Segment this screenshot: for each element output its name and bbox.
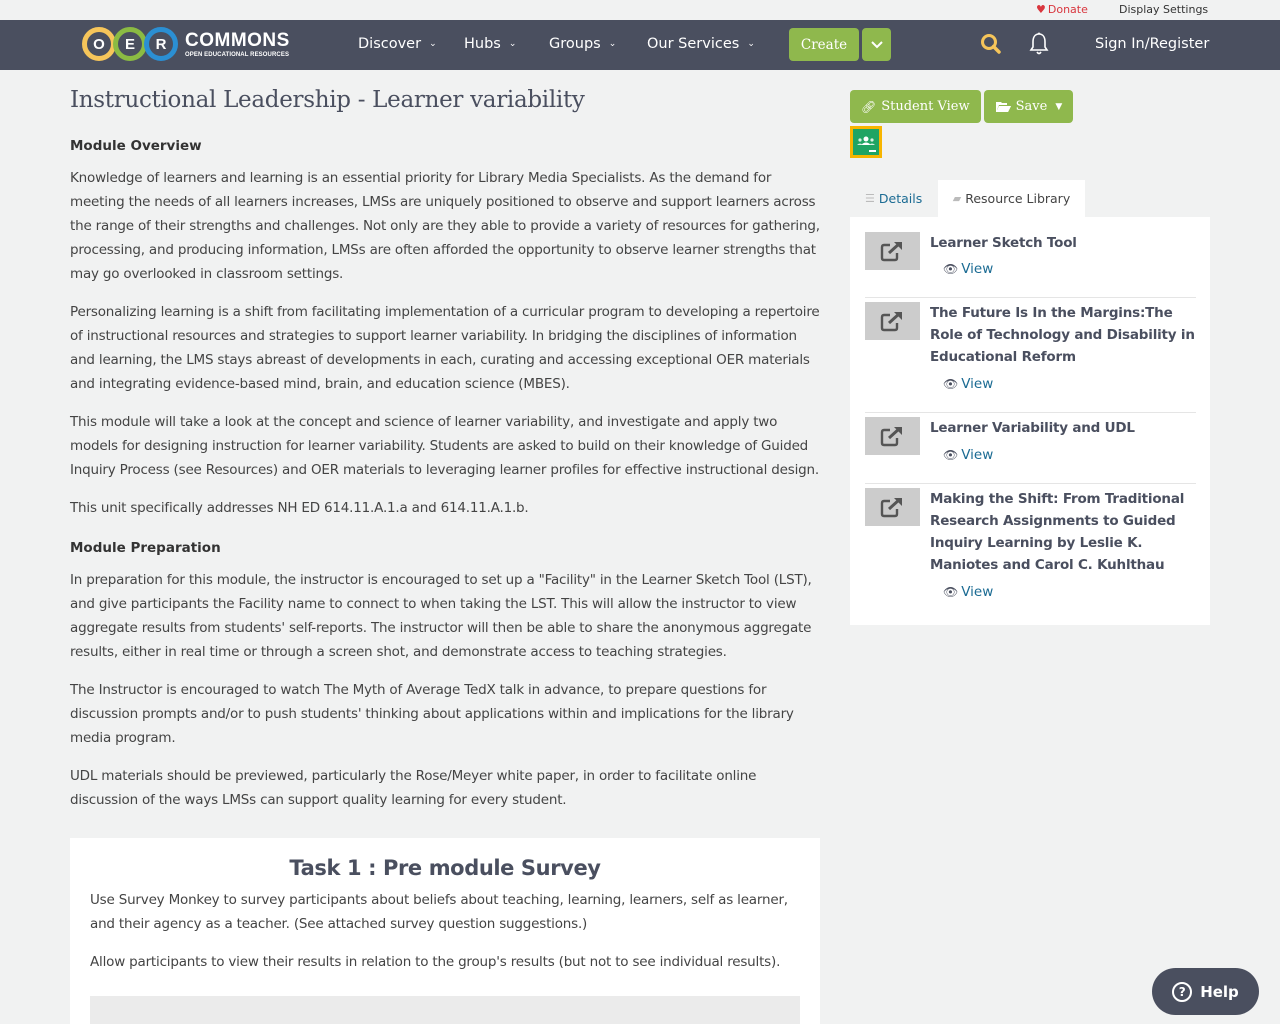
google-classroom-icon: [853, 129, 879, 155]
view-link[interactable]: [943, 376, 993, 392]
list-icon: ☰: [865, 192, 875, 205]
logo-tagline: OPEN EDUCATIONAL RESOURCES: [185, 51, 290, 58]
resource-tabs: [850, 180, 1210, 217]
overview-paragraph: Personalizing learning is a shift from facilitating implementation of a curricular program to developing a repertoire of instructional resources and strategies to support learner variability. In bridging the disciplines of information and learning, the LMS stays abreast of developments in each, curating and accessing exceptional OER materials and integrating evidence-based mind, brain, and education science (MBES).: [70, 304, 820, 392]
resource-item: [865, 488, 1196, 608]
view-link[interactable]: [943, 447, 993, 463]
caret-down-icon: ▼: [1055, 101, 1063, 112]
nav-discover-label: Discover: [358, 36, 422, 52]
create-button[interactable]: Create: [789, 28, 859, 61]
module-overview-heading: Module Overview: [70, 138, 202, 154]
external-link-thumbnail[interactable]: [865, 232, 920, 270]
overview-paragraph: This unit specifically addresses NH ED 614.11.A.1.a and 614.11.A.1.b.: [70, 500, 529, 516]
resource-actions: [850, 90, 1073, 123]
donate-label: Donate: [1047, 3, 1088, 16]
external-link-icon: [880, 425, 906, 447]
external-link-thumbnail[interactable]: [865, 302, 920, 340]
oer-commons-logo[interactable]: [82, 26, 290, 62]
book-icon: ▰: [952, 192, 962, 205]
question-circle-icon: ?: [1172, 982, 1192, 1002]
nav-hubs-label: Hubs: [464, 36, 501, 52]
help-button[interactable]: [1152, 968, 1259, 1015]
nav-groups[interactable]: [549, 36, 616, 52]
donate-link[interactable]: [1036, 3, 1088, 16]
external-link-icon: [880, 240, 906, 262]
task-note-box: [90, 996, 800, 1024]
view-label: View: [961, 261, 994, 277]
external-link-thumbnail[interactable]: [865, 488, 920, 526]
nav-hubs[interactable]: [464, 36, 516, 52]
view-link[interactable]: [943, 261, 993, 277]
view-label: View: [961, 447, 994, 463]
overview-paragraph: This module will take a look at the concept and science of learner variability, and investigate and apply two models for designing instruction for learner variability. Students are asked to build on their knowledge of Guided Inquiry Process (see Resources) and OER materials to leveraging learner profiles for effective instructional design.: [70, 414, 819, 478]
nav-our-services-label: Our Services: [647, 36, 740, 52]
module-preparation-heading: Module Preparation: [70, 540, 221, 556]
nav-discover[interactable]: [358, 36, 437, 52]
main-navbar: [0, 20, 1280, 70]
logo-e-ring: E: [113, 27, 147, 61]
nav-our-services[interactable]: [647, 36, 755, 52]
logo-commons-text: COMMONS: [185, 29, 290, 51]
logo-o-ring: O: [82, 27, 116, 61]
overview-paragraph: Knowledge of learners and learning is an essential priority for Library Media Specialists. As the demand for meeting the needs of all learners increases, LMSs are uniquely positioned to observe and support learners across the range of their strengths and challenges. Not only are they able to provide a variety of resources for gathering, processing, and producing information, LMSs are often afforded the opportunity to observe learner strengths that may go overlooked in classroom settings.: [70, 170, 820, 282]
display-settings-link[interactable]: Display Settings: [1119, 3, 1209, 16]
save-label: Save: [1015, 99, 1048, 114]
main-content: [70, 70, 820, 812]
view-label: View: [961, 376, 994, 392]
tab-details[interactable]: [865, 180, 922, 217]
eye-icon: 👁︎: [943, 262, 959, 276]
chevron-down-icon: ⌄: [608, 39, 617, 49]
chevron-down-icon: [871, 41, 883, 49]
preparation-paragraph: The Instructor is encouraged to watch The Myth of Average TedX talk in advance, to prepare questions for discussion prompts and/or to push students' thinking about applications within and implications for the library media program.: [70, 682, 794, 746]
tab-details-label: Details: [878, 191, 923, 206]
eye-icon: 👁︎: [943, 448, 959, 462]
bell-icon[interactable]: [1028, 31, 1050, 57]
heart-icon: ♥: [1036, 3, 1046, 16]
eye-icon: 👁︎: [943, 585, 959, 599]
chevron-down-icon: ⌄: [429, 39, 437, 49]
external-link-thumbnail[interactable]: [865, 417, 920, 455]
help-label: Help: [1200, 982, 1239, 1001]
resource-title[interactable]: Making the Shift: From Traditional Research Assignments to Guided Inquiry Learning by Leslie K. Maniotes and Carol C. Kuhlthau: [930, 491, 1185, 573]
nav-groups-label: Groups: [549, 36, 601, 52]
chevron-down-icon: ⌄: [508, 39, 517, 49]
google-classroom-share-button[interactable]: [850, 126, 882, 158]
external-link-icon: [880, 496, 906, 518]
resource-item: [865, 302, 1196, 413]
task-paragraph: Allow participants to view their results in relation to the group's results (but not to see individual results).: [90, 954, 781, 970]
resource-title[interactable]: The Future Is In the Margins:The Role of Technology and Disability in Educational Reform: [930, 305, 1195, 365]
resource-title[interactable]: Learner Sketch Tool: [930, 235, 1077, 251]
logo-wordmark: [185, 31, 290, 58]
resource-item: [865, 232, 1196, 298]
eye-icon: 👁︎: [943, 377, 959, 391]
task-title: Task 1 : Pre module Survey: [289, 856, 601, 880]
tab-resource-library-label: Resource Library: [965, 191, 1071, 206]
view-label: View: [961, 584, 994, 600]
resource-title[interactable]: Learner Variability and UDL: [930, 420, 1135, 436]
external-link-icon: [880, 310, 906, 332]
task-paragraph: Use Survey Monkey to survey participants about beliefs about teaching, learning, learners, self as learner, and their agency as a teacher. (See attached survey question suggestions.): [90, 892, 788, 932]
create-dropdown-button[interactable]: [862, 28, 891, 61]
save-button[interactable]: [984, 90, 1074, 123]
resource-library-panel: [850, 217, 1210, 625]
page-title: Instructional Leadership - Learner variability: [70, 87, 585, 113]
resource-item: [865, 417, 1196, 484]
logo-r-ring: R: [144, 27, 178, 61]
student-view-label: Student View: [881, 99, 970, 114]
sign-in-register-link[interactable]: Sign In/Register: [1095, 36, 1210, 52]
utility-bar: [0, 0, 1280, 20]
link-icon: 🔗︎: [861, 99, 877, 114]
preparation-paragraph: UDL materials should be previewed, particularly the Rose/Meyer white paper, in order to facilitate online discussion of the ways LMSs can support quality learning for every student.: [70, 768, 757, 808]
preparation-paragraph: In preparation for this module, the instructor is encouraged to set up a "Facility" in the Learner Sketch Tool (LST), and give participants the Facility name to connect to when taking the LST. This will allow the instructor to view aggregate results from students' self-reports. The instructor will then be able to share the anonymous aggregate results, either in real time or through a screen shot, and demonstrate access to teaching strategies.: [70, 572, 812, 660]
tab-resource-library[interactable]: [938, 180, 1085, 217]
chevron-down-icon: ⌄: [747, 39, 755, 49]
view-link[interactable]: [943, 584, 993, 600]
task-1-card: [70, 838, 820, 1024]
student-view-button[interactable]: [850, 90, 981, 123]
search-icon[interactable]: [980, 33, 1002, 55]
folder-open-icon: [995, 101, 1011, 113]
